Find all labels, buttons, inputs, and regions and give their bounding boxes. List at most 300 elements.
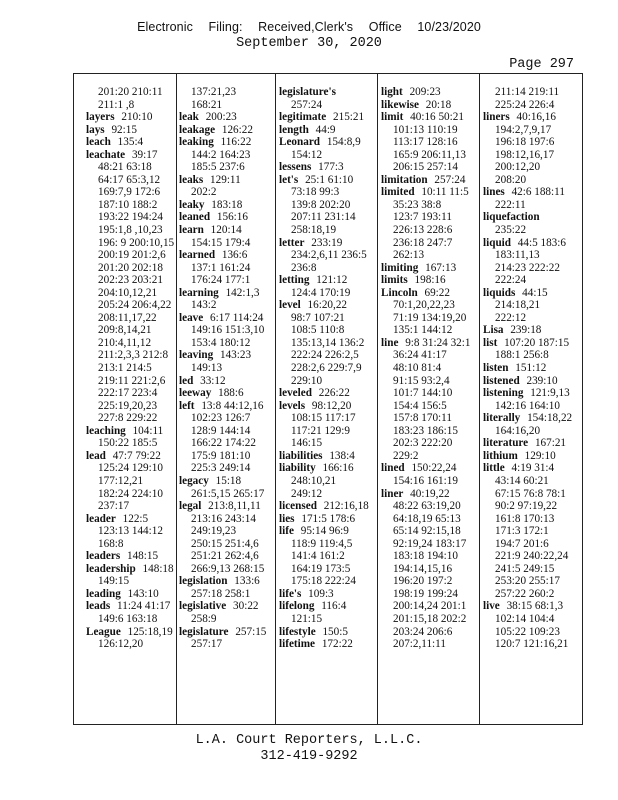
index-reference-line: 194:14,15,16: [393, 562, 453, 575]
index-references: 143:10: [124, 587, 159, 600]
index-references: 107:20 187:15: [501, 336, 570, 349]
column-divider: [479, 74, 480, 724]
index-reference-line: 102:23 126:7: [191, 412, 251, 425]
index-reference-line: 219:11 221:2,6: [98, 374, 166, 387]
index-reference-line: 222:17 223:4: [98, 387, 158, 400]
index-references: 135:4: [114, 136, 144, 149]
index-entry: [483, 450, 579, 463]
index-entry: [179, 124, 275, 137]
page-number: Page 297: [509, 57, 574, 72]
index-column-2: [179, 86, 275, 718]
index-references: 15:18: [212, 474, 242, 487]
index-reference-line: 177:12,21: [98, 474, 144, 487]
index-reference-line: 226:13 228:6: [393, 224, 453, 237]
index-reference-line: 205:24 206:4,22: [98, 299, 172, 312]
index-term: letter: [279, 236, 305, 249]
index-entry: [483, 437, 579, 450]
index-term: let's: [279, 173, 299, 186]
index-references: 42:6 188:11: [508, 186, 565, 199]
index-reference-line: 202:2: [191, 186, 217, 199]
index-reference-line: 204:10,12,21: [98, 286, 158, 299]
index-reference-line: 257:24: [291, 98, 323, 111]
index-reference-line: 92:19,24 183:17: [393, 537, 467, 550]
index-entry: [86, 513, 176, 526]
index-entry: [86, 136, 176, 149]
index-term: liabilities: [279, 449, 323, 462]
index-entry: [279, 600, 375, 613]
index-term: legislative: [179, 600, 227, 613]
index-reference-line: 208:11,17,22: [98, 311, 157, 324]
index-reference-line: 64:18,19 65:13: [393, 512, 461, 525]
index-entry: [483, 600, 579, 613]
index-entry: [381, 462, 477, 475]
index-references: 156:16: [214, 211, 248, 224]
index-references: 126:22: [219, 123, 253, 136]
index-term: learning: [179, 286, 219, 299]
index-reference-line: 113:17 128:16: [393, 136, 458, 149]
index-references: 136:6: [219, 249, 248, 262]
index-references: 98:12,20: [309, 399, 352, 412]
index-references: 167:21: [532, 437, 567, 450]
index-references: 120:14: [207, 224, 242, 237]
index-reference-line: 175:9 181:10: [191, 449, 251, 462]
index-reference-line: 169:7,9 172:6: [98, 186, 161, 199]
index-term: leak: [179, 111, 199, 124]
index-reference-line: 98:7 107:21: [291, 311, 345, 324]
index-reference-line: 125:24 129:10: [98, 462, 163, 475]
index-reference-line: 188:1 256:8: [495, 349, 549, 362]
index-reference-line: 235:22: [495, 224, 527, 237]
index-references: 171:5 178:6: [298, 512, 356, 525]
index-term: limited: [381, 186, 415, 199]
index-term: learn: [179, 224, 204, 237]
index-entry: [483, 186, 579, 199]
index-references: 215:21: [330, 111, 365, 124]
index-references: 40:16,16: [513, 111, 556, 124]
index-reference-line: 225:24 226:4: [495, 98, 555, 111]
index-reference-line: 185:5 237:6: [191, 161, 245, 174]
index-reference-line: 266:9,13 268:15: [191, 562, 265, 575]
index-term: Lisa: [483, 324, 504, 337]
index-entry: [381, 274, 477, 287]
index-reference-line: 157:8 170:11: [393, 412, 452, 425]
index-reference-line: 65:14 92:15,18: [393, 525, 461, 538]
index-entry: [381, 174, 477, 187]
index-reference-line: 257:17: [191, 638, 223, 651]
index-reference-line: 253:20 255:17: [495, 575, 560, 588]
index-term: lined: [381, 462, 405, 475]
index-reference-line: 144:2 164:23: [191, 148, 251, 161]
index-references: 210:10: [118, 111, 153, 124]
index-entry: [86, 425, 176, 438]
index-references: 104:11: [129, 424, 164, 437]
index-references: 129:10: [521, 449, 556, 462]
index-reference-line: 137:1 161:24: [191, 261, 251, 274]
index-reference-line: 200:14,24 201:1: [393, 600, 467, 613]
index-references: 233:19: [308, 236, 343, 249]
index-term: likewise: [381, 98, 419, 111]
index-term: liners: [483, 111, 510, 124]
index-reference-line: 214:18,21: [495, 299, 541, 312]
index-term: leadership: [86, 562, 136, 575]
index-references: 44:9: [312, 123, 336, 136]
index-reference-line: 207:11 231:14: [291, 211, 356, 224]
index-references: 172:22: [319, 638, 353, 651]
index-references: 154:18,22: [524, 412, 573, 425]
index-term: licensed: [279, 500, 317, 513]
index-entry: [86, 626, 176, 639]
stamp-word: 10/23/2020: [417, 20, 481, 34]
index-reference-line: 207:2,11:11: [393, 638, 446, 651]
index-term: leader: [86, 512, 116, 525]
index-reference-line: 73:18 99:3: [291, 186, 340, 199]
index-entry: [279, 450, 375, 463]
index-term: listening: [483, 387, 524, 400]
index-reference-line: 48:22 63:19,20: [393, 500, 461, 513]
index-references: 16:20,22: [304, 299, 348, 312]
index-reference-line: 168:8: [98, 537, 124, 550]
index-reference-line: 203:24 206:6: [393, 625, 453, 638]
index-reference-line: 225:3 249:14: [191, 462, 251, 475]
index-reference-line: 251:21 262:4,6: [191, 550, 259, 563]
index-reference-line: 209:8,14,21: [98, 324, 152, 337]
index-reference-line: 70:1,20,22,23: [393, 299, 455, 312]
index-entry: [279, 525, 375, 538]
index-term: life's: [279, 587, 302, 600]
index-entry: [483, 462, 579, 475]
index-reference-line: 211:14 219:11: [495, 86, 560, 98]
index-term: lays: [86, 123, 105, 136]
index-entry: [279, 237, 375, 250]
index-reference-line: 261:5,15 265:17: [191, 487, 265, 500]
index-reference-line: 257:18 258:1: [191, 587, 251, 600]
index-entry: [86, 124, 176, 137]
index-entry: [279, 588, 375, 601]
index-term: layers: [86, 111, 115, 124]
index-reference-line: 183:18 194:10: [393, 550, 458, 563]
index-reference-line: 213:1 214:5: [98, 362, 152, 375]
index-term: leaders: [86, 550, 121, 563]
index-references: 226:22: [315, 387, 350, 400]
index-references: 148:18: [139, 562, 174, 575]
index-term: literally: [483, 412, 521, 425]
index-entry: [279, 174, 375, 187]
index-entry: [381, 337, 477, 350]
index-term: listen: [483, 362, 509, 375]
index-reference-line: 146:15: [291, 437, 323, 450]
index-entry: [179, 500, 275, 513]
index-reference-line: 121:15: [291, 612, 323, 625]
index-term: leakage: [179, 123, 216, 136]
index-entry: [483, 211, 579, 224]
index-entry: [279, 626, 375, 639]
index-reference-line: 135:13,14 136:2: [291, 336, 365, 349]
index-reference-line: 225:19,20,23: [98, 399, 158, 412]
stamp-word: Office: [368, 20, 402, 34]
index-reference-line: 175:18 222:24: [291, 575, 356, 588]
index-reference-line: 206:15 257:14: [393, 161, 458, 174]
index-reference-line: 141:4 161:2: [291, 550, 345, 563]
index-term: leeway: [179, 387, 212, 400]
index-entry: [179, 287, 275, 300]
index-reference-line: 161:8 170:13: [495, 512, 555, 525]
index-references: 212:16,18: [320, 500, 369, 513]
index-entry: [179, 211, 275, 224]
index-references: 142:1,3: [222, 286, 260, 299]
index-column-4: [381, 86, 477, 718]
index-reference-line: 182:24 224:10: [98, 487, 163, 500]
index-reference-line: 236:8: [291, 261, 317, 274]
word-index-frame: [73, 73, 583, 725]
index-entry: [179, 174, 275, 187]
index-reference-line: 200:19 201:2,6: [98, 249, 166, 262]
index-entry: [179, 312, 275, 325]
index-entry: [179, 111, 275, 124]
index-entry: [179, 387, 275, 400]
index-reference-line: 222:24 226:2,5: [291, 349, 359, 362]
index-reference-line: 123:7 193:11: [393, 211, 452, 224]
index-term: Leonard: [279, 136, 321, 149]
reporter-company: L.A. Court Reporters, L.L.C.: [195, 733, 423, 748]
index-term: legal: [179, 500, 202, 513]
index-entry: [179, 349, 275, 362]
index-reference-line: 183:23 186:15: [393, 424, 458, 437]
filing-stamp: [0, 20, 618, 34]
index-entry: [279, 124, 375, 137]
index-reference-line: 222:24: [495, 274, 527, 287]
index-term: legitimate: [279, 111, 327, 124]
index-reference-line: 214:23 222:22: [495, 261, 560, 274]
index-entry: [483, 362, 579, 375]
index-reference-line: 48:21 63:18: [98, 161, 152, 174]
index-references: 122:5: [119, 512, 149, 525]
index-reference-line: 149:15: [98, 575, 130, 588]
index-reference-line: 198:19 199:24: [393, 587, 458, 600]
index-references: 183:18: [208, 198, 243, 211]
index-term: limits: [381, 274, 408, 287]
index-term: legislature's: [279, 86, 336, 98]
index-reference-line: 154:16 161:19: [393, 474, 458, 487]
index-entry: [483, 324, 579, 337]
index-reference-line: 168:21: [191, 98, 223, 111]
index-term: legislature: [179, 625, 229, 638]
index-entry: [279, 387, 375, 400]
index-term: limiting: [381, 261, 419, 274]
index-reference-line: 118:9 119:4,5: [291, 537, 353, 550]
index-reference-line: 102:14 104:4: [495, 612, 555, 625]
index-reference-line: 48:10 81:4: [393, 362, 442, 375]
index-term: limitation: [381, 173, 428, 186]
index-references: 121:9,13: [527, 387, 570, 400]
index-term: lifetime: [279, 638, 316, 651]
index-reference-line: 137:21,23: [191, 86, 237, 98]
index-entry: [179, 575, 275, 588]
index-reference-line: 154:12: [291, 148, 323, 161]
index-term: led: [179, 374, 194, 387]
index-entry: [179, 375, 275, 388]
index-term: leaving: [179, 349, 214, 362]
index-entry: [279, 462, 375, 475]
index-term: leads: [86, 600, 111, 613]
index-reference-line: 124:4 170:19: [291, 286, 351, 299]
index-reference-line: 196:18 197:6: [495, 136, 555, 149]
index-references: 188:6: [215, 387, 244, 400]
index-reference-line: 149:6 163:18: [98, 612, 158, 625]
index-entry: [483, 237, 579, 250]
index-reference-line: 229:2: [393, 449, 419, 462]
index-reference-line: 165:9 206:11,13: [393, 148, 466, 161]
index-reference-line: 198:12,16,17: [495, 148, 555, 161]
index-references: 138:4: [326, 449, 355, 462]
index-reference-line: 196: 9 200:10,15: [98, 236, 175, 249]
index-entry: [279, 86, 375, 99]
index-term: leveled: [279, 387, 312, 400]
index-reference-line: 36:24 41:17: [393, 349, 447, 362]
index-references: 25:1 61:10: [302, 173, 354, 186]
index-reference-line: 201:15,18 202:2: [393, 612, 467, 625]
index-reference-line: 250:15 251:4,6: [191, 537, 259, 550]
index-reference-line: 234:2,6,11 236:5: [291, 249, 367, 262]
column-divider: [275, 74, 276, 724]
index-reference-line: 143:2: [191, 299, 217, 312]
index-reference-line: 222:12: [495, 311, 527, 324]
index-term: letting: [279, 274, 310, 287]
index-term: leaking: [179, 136, 214, 149]
index-term: League: [86, 625, 121, 638]
index-reference-line: 229:10: [291, 374, 323, 387]
index-entry: [483, 111, 579, 124]
index-entry: [279, 638, 375, 651]
index-entry: [381, 99, 477, 112]
index-references: 44:15: [519, 286, 548, 299]
index-term: live: [483, 600, 500, 613]
index-term: list: [483, 336, 498, 349]
index-term: limit: [381, 111, 404, 124]
index-term: lifelong: [279, 600, 315, 613]
index-entry: [86, 563, 176, 576]
index-references: 143:23: [217, 349, 252, 362]
index-reference-line: 90:2 97:19,22: [495, 500, 558, 513]
index-term: lies: [279, 512, 295, 525]
index-reference-line: 67:15 76:8 78:1: [495, 487, 566, 500]
index-entry: [179, 400, 275, 413]
index-term: liquid: [483, 236, 511, 249]
index-reference-line: 249:12: [291, 487, 323, 500]
index-entry: [381, 186, 477, 199]
index-reference-line: 108:15 117:17: [291, 412, 356, 425]
index-term: leaching: [86, 424, 126, 437]
index-references: 167:13: [422, 261, 457, 274]
index-term: light: [381, 86, 403, 98]
index-term: legislation: [179, 575, 228, 588]
index-term: level: [279, 299, 301, 312]
index-reference-line: 257:22 260:2: [495, 587, 555, 600]
stamp-word: Received,Clerk's: [258, 20, 354, 34]
index-column-3: [279, 86, 375, 718]
index-reference-line: 43:14 60:21: [495, 474, 549, 487]
index-references: 4:19 31:4: [508, 462, 555, 475]
index-entry: [86, 450, 176, 463]
transcript-date: September 30, 2020: [236, 36, 382, 51]
index-entry: [381, 287, 477, 300]
index-entry: [279, 513, 375, 526]
index-entry: [179, 199, 275, 212]
index-entry: [381, 111, 477, 124]
index-references: 6:17 114:24: [207, 311, 264, 324]
index-reference-line: 222:11: [495, 198, 526, 211]
index-reference-line: 101:7 144:10: [393, 387, 453, 400]
index-reference-line: 154:15 179:4: [191, 236, 251, 249]
index-term: learned: [179, 249, 216, 262]
index-references: 38:15 68:1,3: [503, 600, 564, 613]
index-entry: [279, 136, 375, 149]
index-reference-line: 71:19 134:19,20: [393, 311, 467, 324]
index-term: leave: [179, 311, 204, 324]
index-entry: [179, 249, 275, 262]
index-entry: [86, 550, 176, 563]
index-entry: [279, 500, 375, 513]
index-entry: [179, 600, 275, 613]
index-term: listened: [483, 374, 520, 387]
index-reference-line: 262:13: [393, 249, 425, 262]
index-references: 39:17: [129, 148, 158, 161]
index-reference-line: 101:13 110:19: [393, 123, 458, 136]
index-references: 129:11: [207, 173, 241, 186]
index-references: 40:16 50:21: [407, 111, 464, 124]
index-reference-line: 228:2,6 229:7,9: [291, 362, 362, 375]
index-entry: [179, 136, 275, 149]
index-reference-line: 126:12,20: [98, 638, 144, 651]
index-reference-line: 166:22 174:22: [191, 437, 256, 450]
index-reference-line: 183:11,13: [495, 249, 540, 262]
index-references: 30:22: [230, 600, 259, 613]
index-reference-line: 120:7 121:16,21: [495, 638, 569, 651]
index-reference-line: 258:18,19: [291, 224, 337, 237]
index-column-1: [86, 86, 176, 718]
index-reference-line: 128:9 144:14: [191, 424, 251, 437]
index-entry: [483, 287, 579, 300]
index-reference-line: 123:13 144:12: [98, 525, 163, 538]
index-reference-line: 227:8 229:22: [98, 412, 158, 425]
index-entry: [483, 387, 579, 400]
index-references: 133:6: [231, 575, 260, 588]
index-reference-line: 171:3 172:1: [495, 525, 549, 538]
index-reference-line: 201:20 202:18: [98, 261, 163, 274]
index-entry: [381, 488, 477, 501]
index-term: leaks: [179, 173, 204, 186]
index-term: line: [381, 336, 399, 349]
index-references: 166:16: [319, 462, 354, 475]
index-references: 69:22: [421, 286, 450, 299]
index-entry: [86, 149, 176, 162]
index-references: 125:18,19: [124, 625, 173, 638]
index-references: 44:5 183:6: [515, 236, 566, 249]
index-references: 13:8 44:12,16: [198, 399, 264, 412]
index-reference-line: 221:9 240:22,24: [495, 550, 569, 563]
index-term: leading: [86, 587, 121, 600]
index-term: levels: [279, 399, 306, 412]
index-references: 11:24 41:17: [114, 600, 171, 613]
index-reference-line: 248:10,21: [291, 474, 337, 487]
index-reference-line: 202:23 203:21: [98, 274, 163, 287]
index-references: 150:5: [319, 625, 348, 638]
index-entry: [381, 86, 477, 99]
index-reference-line: 64:17 65:3,12: [98, 173, 161, 186]
column-divider: [377, 74, 378, 724]
index-term: liner: [381, 487, 404, 500]
index-references: 239:18: [507, 324, 542, 337]
index-references: 177:3: [315, 161, 344, 174]
